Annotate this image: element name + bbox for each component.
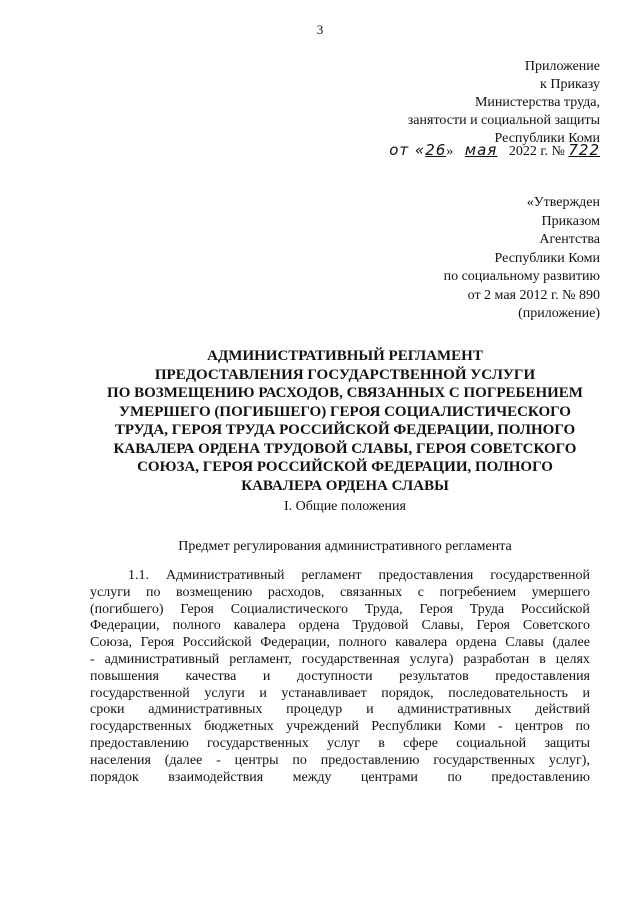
- paragraph-line: [90, 635, 590, 652]
- title-line: ТРУДА, ГЕРОЯ ТРУДА РОССИЙСКОЙ ФЕДЕРАЦИИ, ПОЛНОГО: [114, 422, 576, 438]
- title-line: КАВАЛЕРА ОРДЕНА СЛАВЫ: [241, 477, 449, 494]
- appendix-block: [408, 58, 600, 148]
- paragraph-word: взаимодействия: [168, 769, 264, 785]
- paragraph-word: сфере: [403, 735, 439, 751]
- paragraph-word: Героя: [419, 601, 453, 617]
- paragraph-line: [90, 585, 590, 602]
- paragraph-word: Российской: [520, 601, 590, 617]
- paragraph-word: Федерации,: [260, 635, 330, 651]
- paragraph-word: между: [292, 769, 332, 785]
- paragraph-word: -: [216, 752, 221, 768]
- paragraph-word: бюджетных: [204, 719, 274, 735]
- order-year: 2022 г. №: [508, 144, 565, 159]
- paragraph-word: предоставлению: [90, 735, 189, 751]
- paragraph-word: погребением: [439, 584, 517, 600]
- approved-block: [444, 194, 600, 324]
- paragraph-word: Союза,: [90, 635, 133, 651]
- approved-line: «Утвержден: [526, 195, 600, 210]
- paragraph-word: устанавливает: [281, 685, 367, 701]
- paragraph-word: порядок: [90, 769, 139, 785]
- document-title: [60, 347, 630, 495]
- paragraph-word: по: [575, 719, 590, 735]
- paragraph-word: услуги: [90, 584, 131, 600]
- paragraph-word: административных: [148, 702, 263, 718]
- order-line: [389, 141, 600, 160]
- title-line: АДМИНИСТРАТИВНЫЙ РЕГЛАМЕНТ: [207, 348, 483, 364]
- title-line: ПО ВОЗМЕЩЕНИЮ РАСХОДОВ, СВЯЗАННЫХ С ПОГРЕБЕНИЕМ: [107, 385, 583, 401]
- paragraph-word: Республики: [371, 719, 442, 735]
- paragraph-word: полного: [338, 635, 387, 651]
- paragraph-word: связанных: [339, 584, 403, 600]
- paragraph-word: (далее: [164, 752, 203, 768]
- paragraph-word: услуги: [204, 685, 245, 701]
- paragraph-line: [90, 618, 590, 635]
- paragraph-word: и: [582, 685, 590, 701]
- paragraph-word: защиты: [544, 735, 590, 751]
- appendix-line: Приложение: [524, 59, 600, 74]
- appendix-line: Республики Коми: [494, 131, 600, 146]
- paragraph-word: разработан: [463, 651, 530, 667]
- paragraph-word: Героя: [140, 635, 175, 651]
- paragraph-word: государственная: [301, 651, 400, 667]
- paragraph-word: услуга): [409, 651, 454, 667]
- paragraph-word: услуг: [327, 735, 360, 751]
- paragraph-word: порядок,: [381, 685, 434, 701]
- paragraph-word: населения: [90, 752, 151, 768]
- paragraph-word: предоставления: [495, 668, 590, 684]
- appendix-line: к Приказу: [540, 77, 600, 92]
- paragraph-word: Героя: [180, 601, 214, 617]
- paragraph-line: [90, 652, 590, 669]
- approved-line: Приказом: [541, 213, 600, 229]
- paragraph-word: ордена: [298, 618, 340, 634]
- paragraph-line: [90, 753, 590, 770]
- order-prefix: от «: [389, 141, 426, 159]
- paragraph-word: ордена: [455, 635, 497, 651]
- paragraph-word: услуг),: [548, 752, 590, 768]
- paragraph-word: и: [259, 685, 267, 701]
- paragraph-word: сроки: [90, 702, 125, 718]
- paragraph-word: административных: [397, 702, 512, 718]
- paragraph-word: центры: [234, 752, 279, 768]
- paragraph-word: последовательность: [448, 685, 568, 701]
- paragraph-word: 1.1.: [128, 568, 149, 583]
- paragraph-word: в: [378, 735, 385, 751]
- paragraph-word: государственной: [490, 568, 590, 583]
- subsection-heading: Предмет регулирования административного регламента: [178, 539, 512, 554]
- paragraph-word: социальной: [456, 735, 527, 751]
- paragraph-word: центров: [514, 719, 564, 735]
- paragraph-word: расходов,: [267, 584, 325, 600]
- paragraph-word: Коми: [453, 719, 486, 735]
- paragraph-word: качества: [185, 668, 237, 684]
- order-number: 722: [568, 141, 600, 159]
- paragraph-word: в: [539, 651, 546, 667]
- paragraph-word: Российской: [182, 635, 252, 651]
- paragraph-word: Славы: [505, 635, 544, 651]
- paragraph-word: по: [145, 584, 161, 600]
- title-line: СОЮЗА, ГЕРОЯ РОССИЙСКОЙ ФЕДЕРАЦИИ, ПОЛНОГО: [137, 459, 553, 475]
- paragraph-word: кавалера: [395, 635, 448, 651]
- paragraph-word: Героя: [476, 618, 510, 634]
- paragraph-word: административный: [104, 651, 220, 667]
- paragraph-word: государственных: [90, 719, 192, 735]
- paragraph-word: регламент,: [229, 651, 292, 667]
- approved-line: (приложение): [518, 306, 600, 321]
- paragraph-line: [90, 686, 590, 703]
- paragraph-line: [90, 602, 590, 619]
- section-heading: I. Общие положения: [284, 499, 406, 514]
- paragraph-word: государственных: [433, 752, 536, 768]
- paragraph-line: [90, 702, 590, 719]
- paragraph-line: [90, 719, 590, 736]
- paragraph-word: процедур: [286, 702, 343, 718]
- paragraph-word: (далее: [552, 635, 590, 651]
- paragraph-word: государственных: [207, 735, 309, 751]
- paragraph-word: учреждений: [286, 719, 359, 735]
- paragraph-word: кавалера: [233, 618, 286, 634]
- paragraph-word: целях: [555, 651, 590, 667]
- title-line: УМЕРШЕГО (ПОГИБШЕГО) ГЕРОЯ СОЦИАЛИСТИЧЕСКОГО: [119, 403, 571, 420]
- paragraph-word: государственной: [90, 685, 190, 701]
- paragraph-line: [90, 669, 590, 686]
- paragraph-word: предоставления: [378, 568, 474, 583]
- paragraph-word: и: [366, 702, 374, 718]
- appendix-line: Министерства труда,: [474, 95, 600, 110]
- paragraph-word: Административный: [165, 568, 285, 583]
- approved-line: от 2 мая 2012 г. № 890: [467, 287, 600, 303]
- paragraph-word: Трудовой: [352, 618, 409, 634]
- paragraph-word: предоставлению: [491, 769, 590, 785]
- paragraph-word: и: [262, 668, 271, 684]
- paragraph-word: по: [447, 769, 462, 785]
- paragraph-word: результатов: [399, 668, 469, 684]
- paragraph-line: [90, 568, 590, 585]
- page-number: 3: [316, 22, 324, 37]
- order-day-close: »: [446, 144, 454, 159]
- title-line: КАВАЛЕРА ОРДЕНА ТРУДОВОЙ СЛАВЫ, ГЕРОЯ СОВЕТСКОГО: [113, 440, 577, 457]
- paragraph-word: предоставлению: [320, 752, 420, 768]
- paragraph-word: доступности: [296, 668, 373, 684]
- paragraph-word: (погибшего): [90, 601, 164, 617]
- paragraph-word: -: [90, 651, 95, 667]
- paragraph-word: Труда,: [364, 601, 403, 617]
- approved-line: Агентства: [539, 232, 600, 247]
- paragraph-word: возмещению: [176, 584, 253, 600]
- approved-line: по социальному развитию: [443, 269, 600, 284]
- appendix-line: занятости и социальной защиты: [407, 113, 600, 128]
- paragraph-word: центрами: [360, 769, 418, 785]
- paragraph-word: регламент: [301, 568, 362, 583]
- paragraph-word: действий: [535, 702, 590, 718]
- paragraph-word: умершего: [531, 584, 590, 600]
- paragraph-word: -: [497, 719, 503, 735]
- paragraph-word: Советского: [522, 618, 590, 634]
- paragraph-1-1: [90, 568, 590, 786]
- title-line: ПРЕДОСТАВЛЕНИЯ ГОСУДАРСТВЕННОЙ УСЛУГИ: [154, 366, 536, 383]
- paragraph-word: полного: [172, 618, 221, 634]
- paragraph-word: повышения: [90, 668, 159, 684]
- approved-line: Республики Коми: [494, 250, 600, 266]
- paragraph-word: по: [292, 752, 307, 768]
- paragraph-word: с: [417, 584, 424, 600]
- paragraph-word: Труда: [469, 601, 505, 617]
- paragraph-word: Социалистического: [230, 601, 348, 617]
- paragraph-word: Славы,: [421, 618, 464, 634]
- paragraph-line: [90, 770, 590, 787]
- order-month: мая: [464, 141, 498, 159]
- paragraph-line: [90, 736, 590, 753]
- paragraph-word: Федерации,: [90, 618, 160, 634]
- order-day: 26: [425, 141, 447, 159]
